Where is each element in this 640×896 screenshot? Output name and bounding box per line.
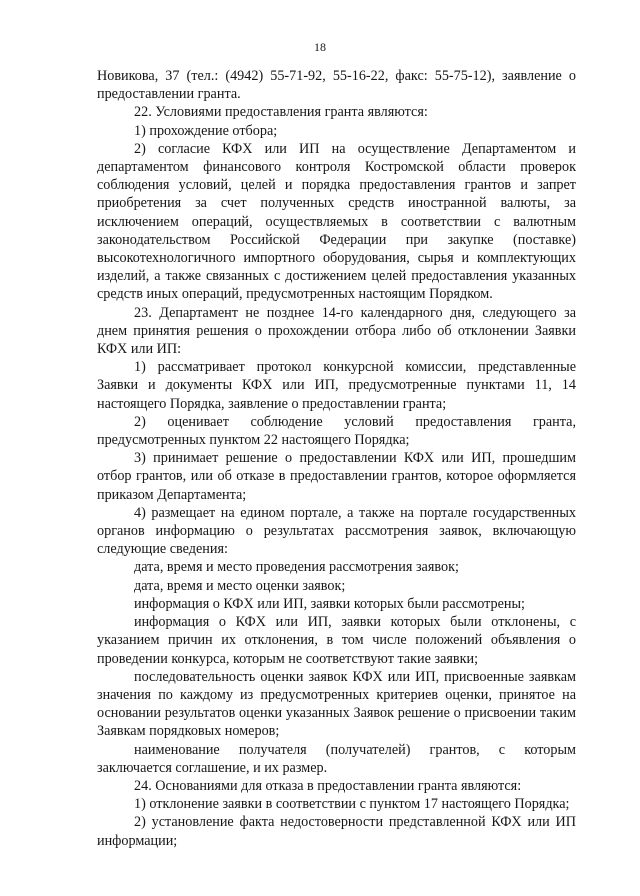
paragraph-p23-4b: дата, время и место оценки заявок;: [134, 577, 346, 594]
paragraph-p23-1: 1) рассматривает протокол конкурсной комиссии, представленные Заявки и документы КФХ или ИП, предусмотренные пунктами 11, 14 настоящего Порядка, заявление о предоставлении гранта;: [97, 359, 576, 412]
paragraph-p23-4c: информация о КФХ или ИП, заявки которых были рассмотрены;: [134, 595, 525, 612]
paragraph-p24: 24. Основаниями для отказа в предоставлении гранта являются:: [134, 777, 522, 794]
paragraph-p23-4e: последовательность оценки заявок КФХ или ИП, присвоенные заявкам значения по каждому из предусмотренных критериев оценки, принятое на основании результатов оценки указанных Заявок решение о присвоении таким Заявкам порядковых номеров;: [97, 668, 576, 740]
paragraph-p22-2: 2) согласие КФХ или ИП на осуществление Департаментом и департаментом финансового контроля Костромской области проверок соблюдения условий, целей и порядка предоставления грантов и запрет приобретения за счет полученных средств иностранной валюты, за исключением операций, осуществляемых в соответствии с валютным законодательством Российской Федерации при закупке (поставке) высокотехнологичного импортного оборудования, сырья и комплектующих изделий, а также связанных с достижением целей предоставления указанных средств иных операций, предусмотренных настоящим Порядком.: [97, 140, 576, 303]
paragraph-p23-3: 3) принимает решение о предоставлении КФХ или ИП, прошедшим отбор грантов, или об отказе в предоставлении грантов, которое оформляется приказом Департамента;: [97, 450, 576, 503]
paragraph-p24-1: 1) отклонение заявки в соответствии с пунктом 17 настоящего Порядка;: [134, 796, 570, 813]
paragraph-p24-2: 2) установление факта недостоверности представленной КФХ или ИП информации;: [97, 814, 576, 849]
paragraph-p23-4f: наименование получателя (получателей) грантов, с которым заключается соглашение, и их размер.: [97, 741, 576, 776]
paragraph-p23-4d: информация о КФХ или ИП, заявки которых были отклонены, с указанием причин их отклонения, в том числе положений объявления о проведении конкурса, которым не соответствуют такие заявки;: [97, 614, 576, 667]
page-number: 18: [314, 40, 326, 54]
paragraph-p23-2: 2) оценивает соблюдение условий предоставления гранта, предусмотренных пунктом 22 настоящего Порядка;: [97, 413, 576, 449]
paragraph-p-contact: Новикова, 37 (тел.: (4942) 55-71-92, 55-16-22, факс: 55-75-12), заявление о предоставлении гранта.: [97, 68, 576, 103]
paragraph-p23-4a: дата, время и место проведения рассмотрения заявок;: [134, 559, 459, 576]
paragraph-p23: 23. Департамент не позднее 14-го календарного дня, следующего за днем принятия решения о прохождении отбора либо об отклонении Заявки КФХ или ИП:: [97, 304, 576, 358]
paragraph-p22: 22. Условиями предоставления гранта являются:: [134, 104, 428, 121]
document-body: [97, 67, 576, 850]
paragraph-p23-4: 4) размещает на едином портале, а также на портале государственных органов информацию о результатах рассмотрения заявок, включающую следующие сведения:: [97, 504, 576, 558]
paragraph-p22-1: 1) прохождение отбора;: [134, 122, 278, 139]
